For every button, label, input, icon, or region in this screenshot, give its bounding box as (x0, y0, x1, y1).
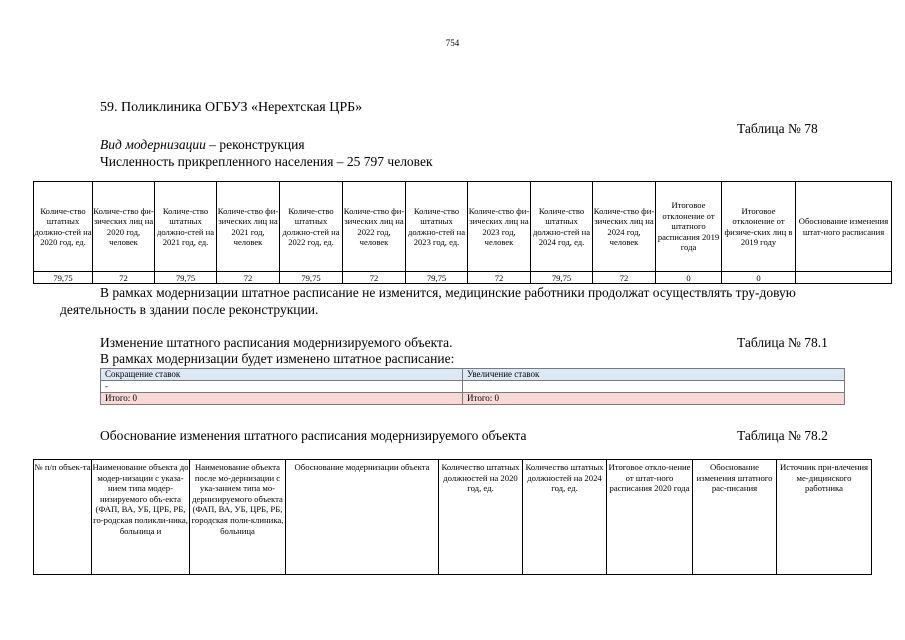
header-cell: Количе-ство фи-зических лиц на 2024 год, человек (593, 182, 656, 272)
table-header-row (101, 369, 845, 381)
header-cell: Количе-ство фи-зических лиц на 2023 год, человек (468, 182, 531, 272)
modernization-type-value: – реконструкция (205, 137, 305, 152)
change-title: Изменение штатного расписания модернизируемого объекта. (100, 335, 453, 350)
section-heading: 59. Поликлиника ОГБУЗ «Нерехтская ЦРБ» (100, 100, 363, 115)
header-cell: Количе-ство фи-зических лиц на 2022 год, человек (343, 182, 406, 272)
header-cell: Наименование объекта после мо-дернизации с ука-занием типа мо-дернизируемого объекта (ФАП, ВА, УБ, ЦРБ, РБ, городская поли-клиника, больница (190, 460, 286, 575)
header-cell: Количе-ство штатных должно-стей на 2023 год, ед. (406, 182, 468, 272)
table-cell: 72 (217, 272, 280, 284)
header-cell: Количе-ство штатных должно-стей на 2022 год, ед. (280, 182, 343, 272)
table-cell: 79,75 (155, 272, 217, 284)
header-cell: Наименование объекта до модер-низации с указа-нием типа модер-низируемого объ-екта (ФАП, ВА, УБ, ЦРБ, РБ, го-родская поликли-ника, больница и (92, 460, 190, 575)
increase-cell (463, 381, 845, 393)
header-cell: Источник при-влечения ме-дицинского работника (777, 460, 872, 575)
totals-row (101, 393, 845, 405)
table-cell: 79,75 (531, 272, 593, 284)
increase-total: Итого: 0 (463, 393, 845, 405)
justification-table-78-2 (33, 459, 872, 575)
staffing-table-78 (33, 181, 892, 284)
header-cell: Обоснование модернизации объекта (286, 460, 439, 575)
table-cell: 79,75 (406, 272, 468, 284)
header-cell: Количе-ство фи-зических лиц на 2021 год, человек (217, 182, 280, 272)
header-cell: Количество штатных должностей на 2020 год, ед. (439, 460, 523, 575)
header-cell: Итоговое отклонение от физиче-ских лиц в 2019 году (722, 182, 796, 272)
table-header-row (34, 460, 872, 575)
modernization-type-line (100, 137, 305, 153)
staff-change-table-78-1 (100, 368, 845, 405)
header-cell: Количе-ство штатных должно-стей на 2021 год, ед. (155, 182, 217, 272)
header-cell: Обоснование изменения штатного рас-писания (693, 460, 777, 575)
population-line: Численность прикрепленного населения – 25 797 человек (100, 154, 433, 169)
justification-title: Обоснование изменения штатного расписания модернизируемого объекта (100, 428, 527, 443)
table-cell: 72 (468, 272, 531, 284)
reduction-total: Итого: 0 (101, 393, 463, 405)
page-number: 754 (445, 38, 460, 48)
header-cell: Обоснование изменения штат-ного расписания (796, 182, 892, 272)
body-paragraph: В рамках модернизации штатное расписание не изменится, медицинские работники продолжат осуществлять тру-довую деятельность в здании после реконструкции. (60, 285, 796, 317)
table-78-1-label: Таблица № 78.1 (737, 335, 828, 350)
table-cell: 0 (722, 272, 796, 284)
header-cell: Итоговое откло-нение от штат-ного расписания 2020 года (607, 460, 693, 575)
table-cell: 72 (593, 272, 656, 284)
header-cell: Количе-ство штатных должно-стей на 2024 год, ед. (531, 182, 593, 272)
table-78-2-label: Таблица № 78.2 (737, 428, 828, 443)
table-row (34, 272, 892, 284)
header-cell: Количе-ство фи-зических лиц на 2020 год, человек (93, 182, 155, 272)
table-header-row (34, 182, 892, 272)
table-cell: 79,75 (34, 272, 93, 284)
header-cell: Количество штатных должностей на 2024 год, ед. (523, 460, 607, 575)
table-cell: 72 (343, 272, 406, 284)
table-cell: 72 (93, 272, 155, 284)
table-cell (796, 272, 892, 284)
table-78-label: Таблица № 78 (737, 121, 818, 136)
change-subtitle: В рамках модернизации будет изменено штатное расписание: (100, 351, 455, 366)
increase-header: Увеличение ставок (463, 369, 845, 381)
reduction-header: Сокращение ставок (101, 369, 463, 381)
header-cell: Количе-ство штатных должно-стей на 2020 год, ед. (34, 182, 93, 272)
reduction-cell: - (101, 381, 463, 393)
modernization-type-label: Вид модернизации (100, 137, 206, 152)
header-cell: № п/п объек-та (34, 460, 92, 575)
table-cell: 0 (656, 272, 722, 284)
table-row (101, 381, 845, 393)
table-cell: 79,75 (280, 272, 343, 284)
header-cell: Итоговое отклонение от штатного расписания 2019 года (656, 182, 722, 272)
